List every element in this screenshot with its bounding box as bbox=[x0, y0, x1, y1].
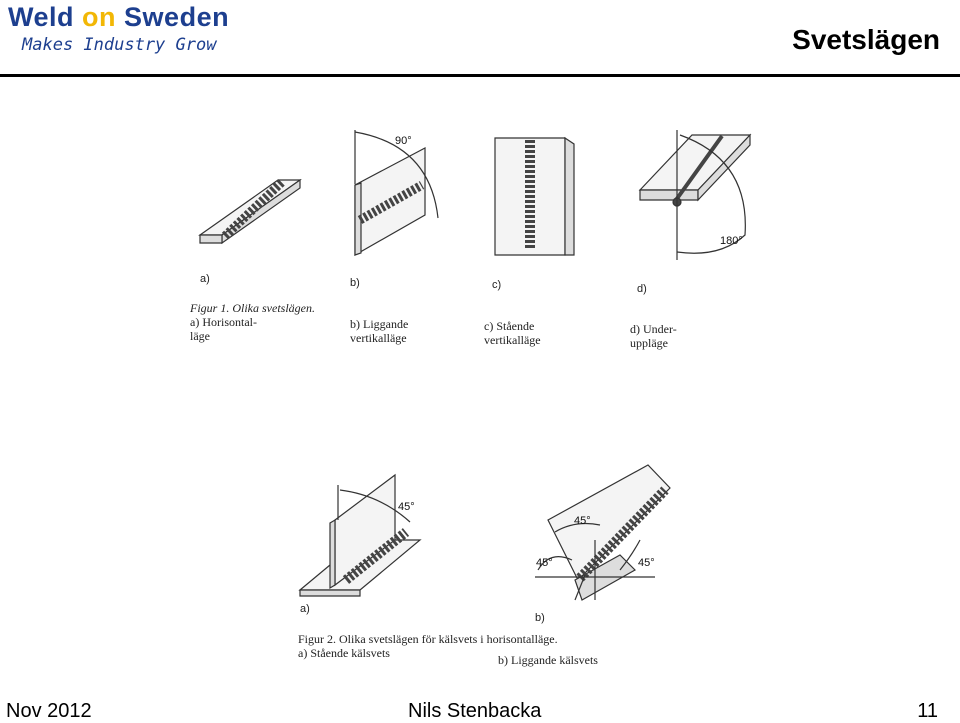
footer-author: Nils Stenbacka bbox=[408, 700, 542, 722]
slide-title: Svetslägen bbox=[792, 24, 940, 55]
logo-word-on: on bbox=[82, 2, 117, 32]
fig1-caption-c-line1: c) Stående bbox=[484, 319, 535, 333]
logo-word-weld: Weld bbox=[8, 2, 75, 32]
fig2-b-angle-45-right: 45° bbox=[638, 557, 655, 569]
footer-date: Nov 2012 bbox=[6, 700, 92, 722]
fig1-label-a: a) bbox=[200, 273, 210, 285]
fig2-caption-b: b) Liggande kälsvets bbox=[498, 653, 598, 667]
fig1-caption-b-line2: vertikalläge bbox=[350, 331, 407, 345]
fig1-caption-b-line1: b) Liggande bbox=[350, 317, 409, 331]
fig1-a-horizontal-plate bbox=[200, 180, 300, 243]
fig1-angle-180: 180° bbox=[720, 235, 743, 247]
fig1-caption-title: Figur 1. Olika svetslägen. bbox=[190, 301, 315, 315]
fig1-label-d: d) bbox=[637, 283, 647, 295]
fig2-b-angle-45-top: 45° bbox=[574, 515, 591, 527]
fig2-label-b: b) bbox=[535, 612, 545, 624]
fig1-caption-d-line2: uppläge bbox=[630, 336, 668, 350]
fig1-c-vertical-weld-plate bbox=[495, 138, 574, 255]
fig2-b-angle-45-left: 45° bbox=[536, 557, 553, 569]
company-logo bbox=[8, 2, 258, 58]
logo-word-sweden: Sweden bbox=[124, 2, 230, 32]
fig1-label-b: b) bbox=[350, 277, 360, 289]
footer-page-number: 11 bbox=[917, 700, 938, 722]
fig2-label-a: a) bbox=[300, 603, 310, 615]
fig1-caption-a-line1: a) Horisontal- bbox=[190, 315, 257, 329]
fig1-angle-90: 90° bbox=[395, 135, 412, 147]
fig1-caption-a-line2: läge bbox=[190, 329, 210, 343]
fig1-caption-d-line1: d) Under- bbox=[630, 322, 677, 336]
fig2-a-angle-45: 45° bbox=[398, 501, 415, 513]
fig2-caption-a: a) Stående kälsvets bbox=[298, 646, 390, 660]
logo-tagline: Makes Industry Grow bbox=[22, 35, 217, 55]
logo-wordmark bbox=[8, 2, 229, 33]
fig2-b-lying-fillet bbox=[535, 465, 670, 600]
fig2-caption-title: Figur 2. Olika svetslägen för kälsvets i horisontalläge. bbox=[298, 632, 558, 646]
fig2-a-standing-fillet bbox=[300, 475, 420, 596]
fig1-label-c: c) bbox=[492, 279, 502, 291]
fig1-caption-c-line2: vertikalläge bbox=[484, 333, 541, 347]
welding-positions-figure bbox=[180, 100, 780, 675]
fig1-b-vertical-plate bbox=[355, 130, 438, 255]
header-divider bbox=[0, 74, 960, 77]
